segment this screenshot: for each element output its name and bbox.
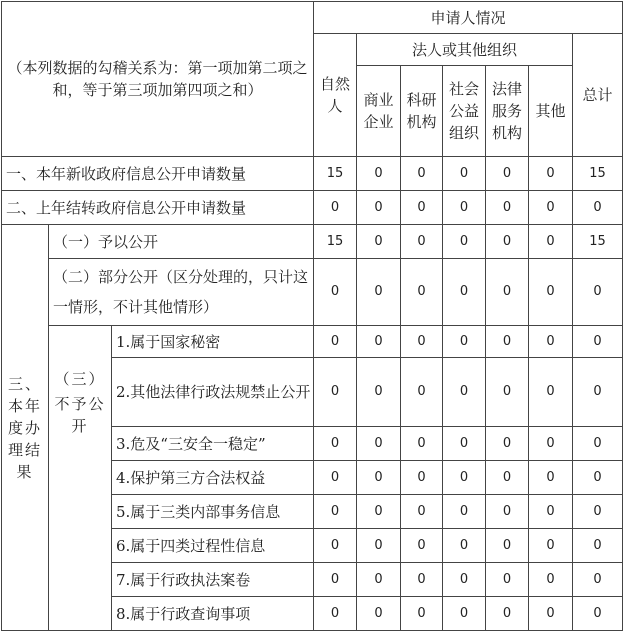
row-label: （二）部分公开（区分处理的，只计这一情形，不计其他情形） bbox=[49, 259, 314, 326]
value-cell: 0 bbox=[314, 427, 357, 461]
value-cell: 0 bbox=[314, 461, 357, 495]
legal-org-header: 法人或其他组织 bbox=[357, 34, 573, 66]
row-label: 一、本年新收政府信息公开申请数量 bbox=[2, 157, 314, 191]
not-disclosed-group bbox=[49, 326, 112, 631]
value-cell: 0 bbox=[529, 563, 573, 597]
value-cell: 0 bbox=[314, 358, 357, 427]
value-cell: 0 bbox=[443, 326, 486, 358]
value-cell: 0 bbox=[401, 563, 443, 597]
org-type-header: 法律服务机构 bbox=[486, 66, 529, 157]
table-row bbox=[2, 157, 623, 191]
value-cell: 0 bbox=[529, 461, 573, 495]
value-cell: 0 bbox=[443, 427, 486, 461]
table-row bbox=[2, 225, 623, 259]
value-cell: 0 bbox=[401, 157, 443, 191]
value-cell: 0 bbox=[529, 326, 573, 358]
row-label: 4.保护第三方合法权益 bbox=[112, 461, 314, 495]
row-label: 8.属于行政查询事项 bbox=[112, 597, 314, 631]
value-cell: 0 bbox=[314, 259, 357, 326]
value-cell: 0 bbox=[529, 225, 573, 259]
value-cell: 0 bbox=[357, 563, 401, 597]
applicant-situation-header: 申请人情况 bbox=[314, 2, 623, 34]
value-cell: 0 bbox=[486, 529, 529, 563]
org-type-header: 科研机构 bbox=[401, 66, 443, 157]
total-value-cell: 0 bbox=[573, 358, 623, 427]
value-cell: 0 bbox=[357, 358, 401, 427]
value-cell: 0 bbox=[443, 495, 486, 529]
value-cell: 0 bbox=[357, 529, 401, 563]
value-cell: 0 bbox=[486, 597, 529, 631]
row-label: 7.属于行政执法案卷 bbox=[112, 563, 314, 597]
value-cell: 0 bbox=[314, 529, 357, 563]
value-cell: 0 bbox=[529, 191, 573, 225]
value-cell: 0 bbox=[443, 529, 486, 563]
org-type-header: 其他 bbox=[529, 66, 573, 157]
value-cell: 0 bbox=[486, 259, 529, 326]
total-value-cell: 15 bbox=[573, 225, 623, 259]
value-cell: 0 bbox=[314, 495, 357, 529]
value-cell: 0 bbox=[401, 259, 443, 326]
value-cell: 0 bbox=[529, 259, 573, 326]
value-cell: 0 bbox=[357, 427, 401, 461]
value-cell: 0 bbox=[314, 191, 357, 225]
value-cell: 0 bbox=[401, 358, 443, 427]
total-value-cell: 0 bbox=[573, 427, 623, 461]
value-cell: 0 bbox=[357, 191, 401, 225]
row-label: 2.其他法律行政法规禁止公开 bbox=[112, 358, 314, 427]
value-cell: 0 bbox=[486, 225, 529, 259]
value-cell: 0 bbox=[357, 225, 401, 259]
org-type-header: 社会公益组织 bbox=[443, 66, 486, 157]
value-cell: 15 bbox=[314, 225, 357, 259]
value-cell: 0 bbox=[529, 427, 573, 461]
row-label: 6.属于四类过程性信息 bbox=[112, 529, 314, 563]
value-cell: 0 bbox=[443, 259, 486, 326]
value-cell: 0 bbox=[357, 461, 401, 495]
total-value-cell: 0 bbox=[573, 191, 623, 225]
total-value-cell: 0 bbox=[573, 495, 623, 529]
total-value-cell: 0 bbox=[573, 461, 623, 495]
total-value-cell: 0 bbox=[573, 326, 623, 358]
value-cell: 0 bbox=[486, 563, 529, 597]
value-cell: 0 bbox=[314, 563, 357, 597]
value-cell: 0 bbox=[529, 529, 573, 563]
value-cell: 0 bbox=[486, 427, 529, 461]
total-value-cell: 0 bbox=[573, 259, 623, 326]
value-cell: 0 bbox=[401, 529, 443, 563]
value-cell: 0 bbox=[401, 495, 443, 529]
value-cell: 0 bbox=[486, 461, 529, 495]
group-number: （三） bbox=[54, 370, 106, 388]
org-type-header: 商业企业 bbox=[357, 66, 401, 157]
value-cell: 0 bbox=[314, 326, 357, 358]
row-label: 1.属于国家秘密 bbox=[112, 326, 314, 358]
row-label: （一）予以公开 bbox=[49, 225, 314, 259]
value-cell: 0 bbox=[486, 326, 529, 358]
total-value-cell: 15 bbox=[573, 157, 623, 191]
value-cell: 0 bbox=[443, 358, 486, 427]
value-cell: 0 bbox=[401, 597, 443, 631]
row-label: 二、上年结转政府信息公开申请数量 bbox=[2, 191, 314, 225]
value-cell: 0 bbox=[314, 597, 357, 631]
value-cell: 0 bbox=[357, 495, 401, 529]
calc-note: （本列数据的勾稽关系为：第一项加第二项之和，等于第三项加第四项之和） bbox=[2, 2, 314, 157]
row-label: 3.危及“三安全一稳定” bbox=[112, 427, 314, 461]
value-cell: 0 bbox=[357, 326, 401, 358]
group-label: 不予公开 bbox=[54, 395, 106, 435]
value-cell: 0 bbox=[486, 157, 529, 191]
table-row bbox=[2, 326, 623, 358]
value-cell: 0 bbox=[486, 191, 529, 225]
value-cell: 0 bbox=[401, 191, 443, 225]
total-value-cell: 0 bbox=[573, 529, 623, 563]
value-cell: 0 bbox=[401, 427, 443, 461]
statistics-table bbox=[1, 1, 623, 631]
value-cell: 0 bbox=[443, 191, 486, 225]
total-value-cell: 0 bbox=[573, 563, 623, 597]
value-cell: 0 bbox=[529, 157, 573, 191]
value-cell: 0 bbox=[443, 157, 486, 191]
section-title: 三、本年度办理结果 bbox=[2, 225, 49, 631]
natural-person-header: 自然人 bbox=[314, 34, 357, 157]
value-cell: 0 bbox=[443, 563, 486, 597]
value-cell: 0 bbox=[486, 495, 529, 529]
value-cell: 0 bbox=[443, 461, 486, 495]
value-cell: 0 bbox=[529, 358, 573, 427]
value-cell: 0 bbox=[529, 597, 573, 631]
value-cell: 0 bbox=[486, 358, 529, 427]
table-row bbox=[2, 191, 623, 225]
value-cell: 0 bbox=[357, 157, 401, 191]
total-value-cell: 0 bbox=[573, 597, 623, 631]
total-header: 总计 bbox=[573, 34, 623, 157]
value-cell: 0 bbox=[529, 495, 573, 529]
value-cell: 0 bbox=[443, 597, 486, 631]
table-row bbox=[2, 259, 623, 326]
value-cell: 0 bbox=[401, 225, 443, 259]
value-cell: 0 bbox=[443, 225, 486, 259]
value-cell: 0 bbox=[401, 326, 443, 358]
value-cell: 0 bbox=[401, 461, 443, 495]
value-cell: 0 bbox=[357, 597, 401, 631]
value-cell: 15 bbox=[314, 157, 357, 191]
row-label: 5.属于三类内部事务信息 bbox=[112, 495, 314, 529]
value-cell: 0 bbox=[357, 259, 401, 326]
